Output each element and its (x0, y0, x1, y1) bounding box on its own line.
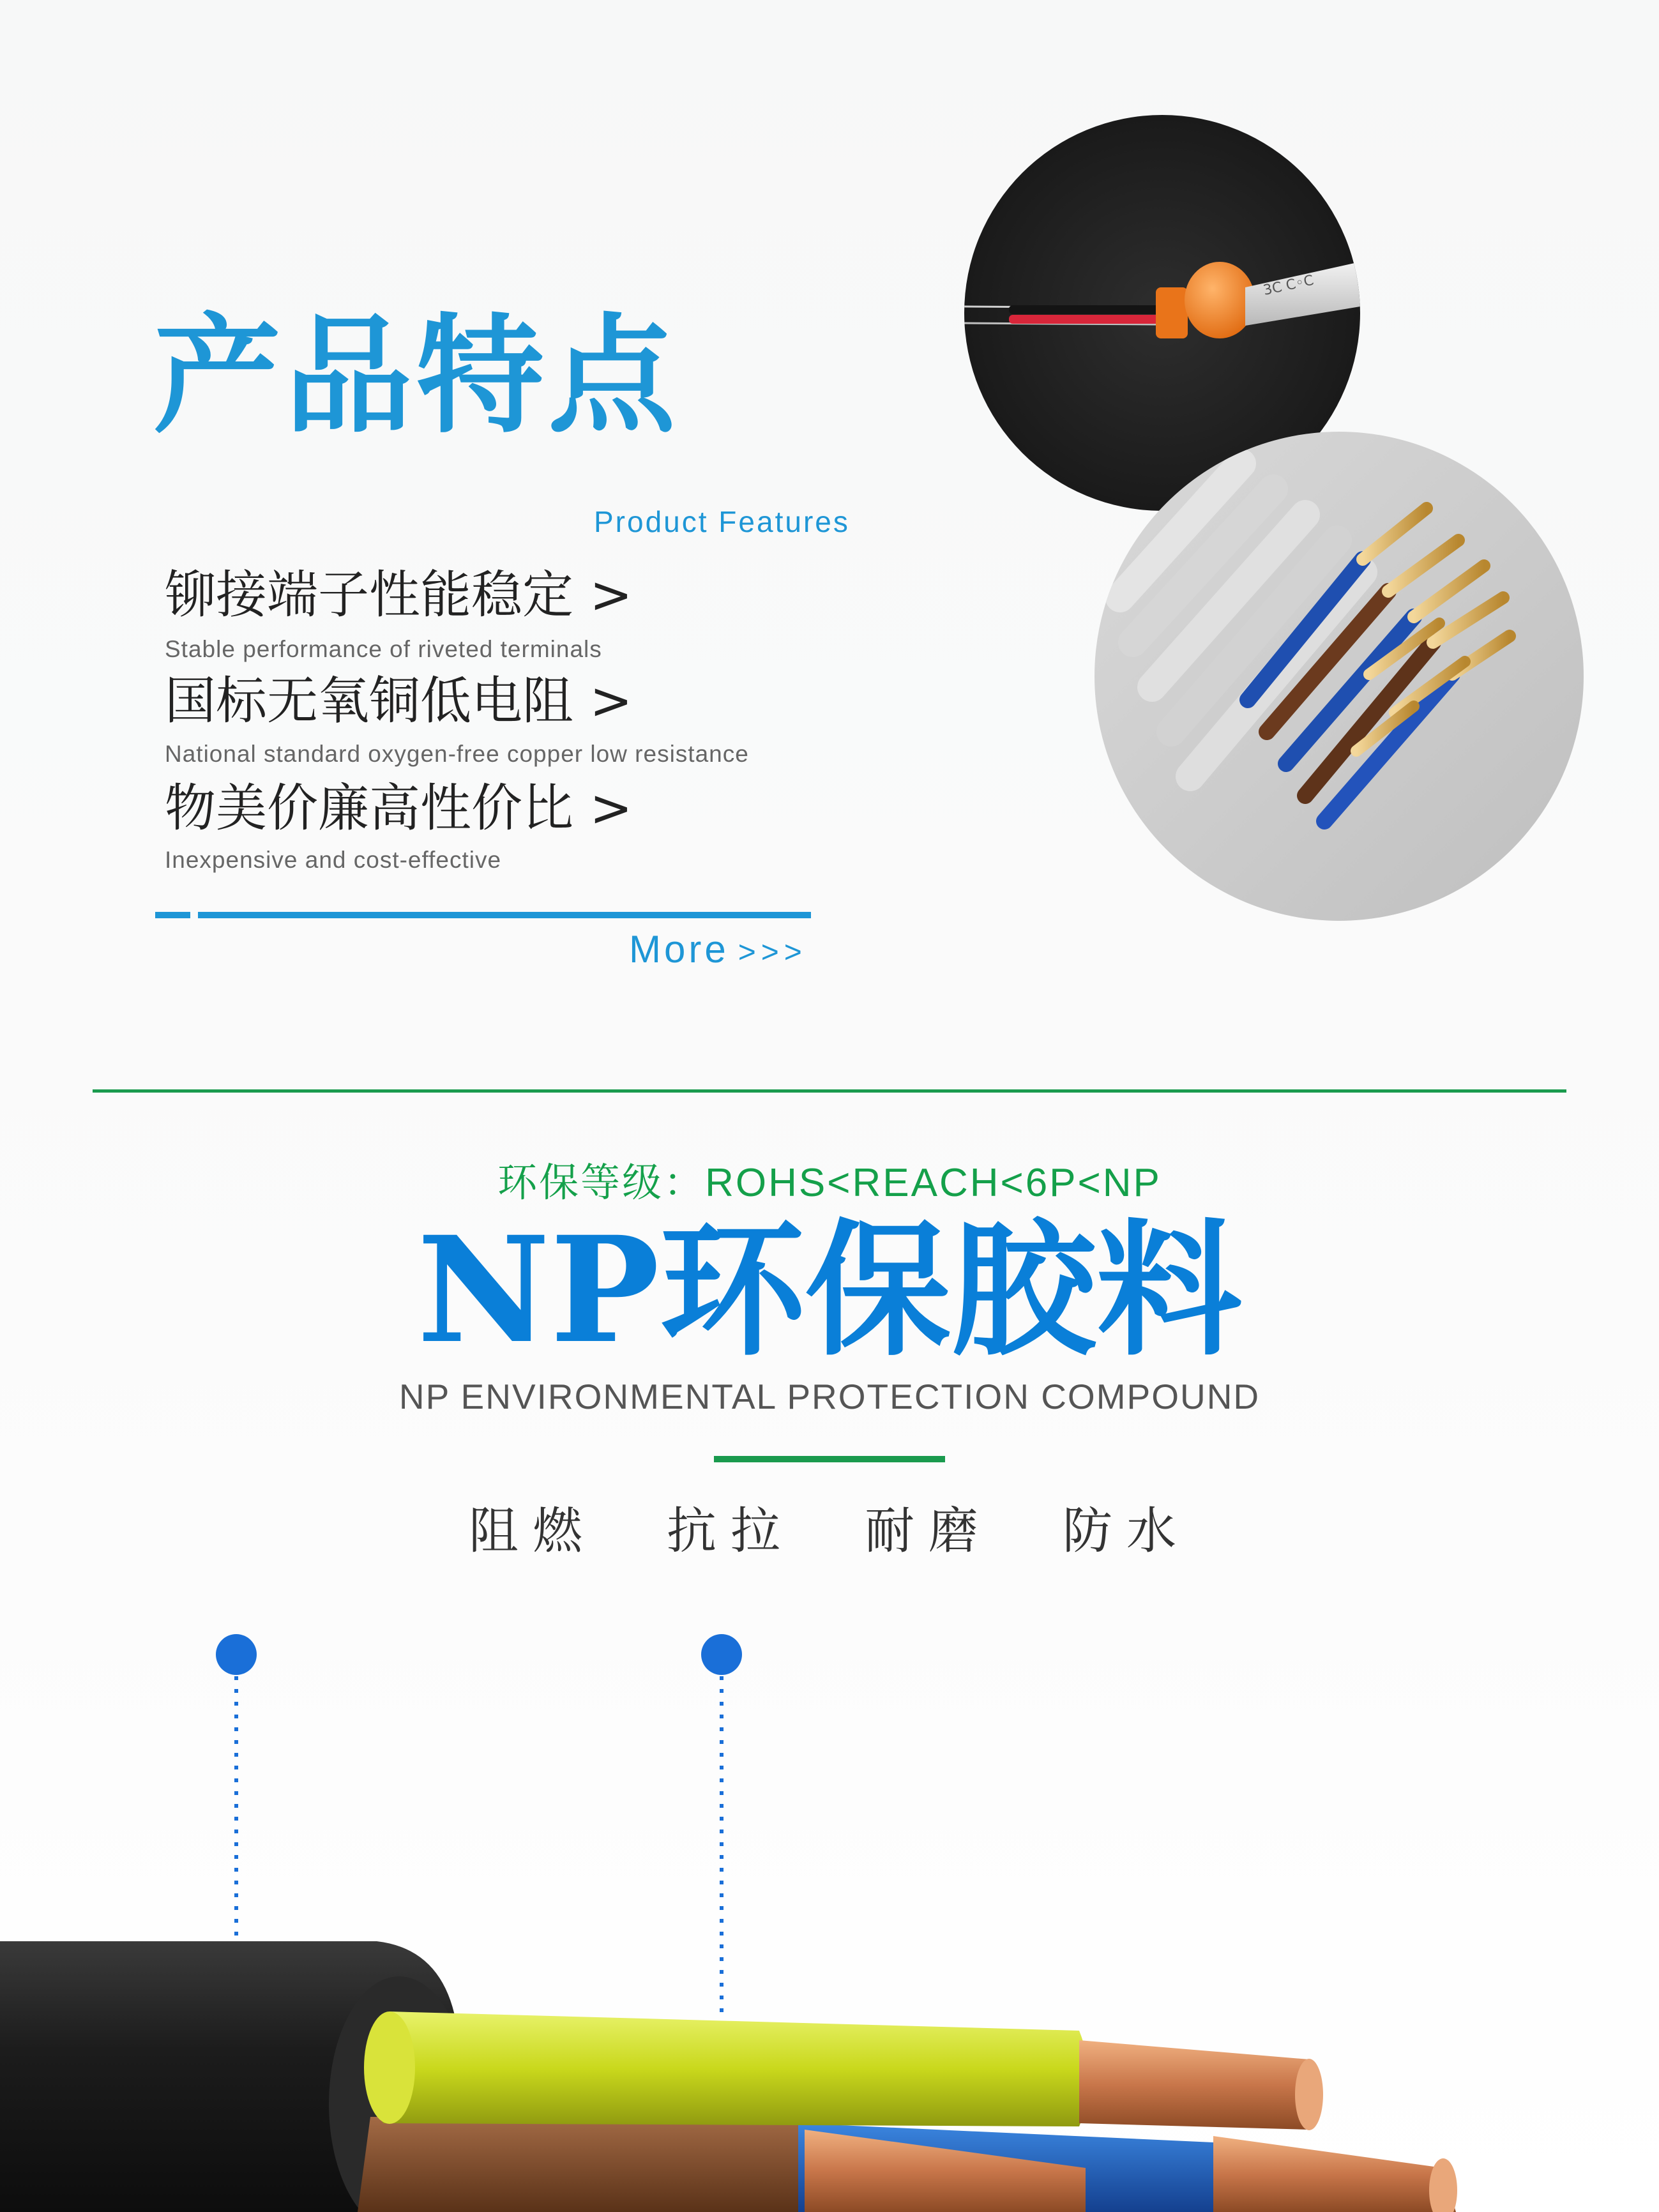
svg-text:3C C◦C: 3C C◦C (1262, 272, 1315, 299)
feature-1-desc: Stable performance of riveted terminals (165, 636, 602, 662)
material-title: NP环保胶料 (417, 1204, 1242, 1375)
property-waterproof: 防水 (1063, 1503, 1191, 1560)
cable-illustration (0, 1619, 1659, 2212)
property-abrasion: 耐磨 (865, 1503, 993, 1560)
material-title-en: NP ENVIRONMENTAL PROTECTION COMPOUND (398, 1377, 1261, 1416)
property-flame-retardant: 阻燃 (468, 1503, 596, 1560)
feature-2-title[interactable]: 国标无氧铜低电阻 > (165, 671, 633, 731)
feature-3-desc: Inexpensive and cost-effective (165, 847, 502, 873)
material-properties (0, 1491, 1659, 1563)
cable-bundle-photo (1095, 432, 1584, 921)
cable-cross-section (0, 1619, 1659, 2212)
section-divider (93, 1089, 1566, 1093)
title-underline (714, 1456, 945, 1462)
property-tensile: 抗拉 (666, 1503, 794, 1560)
more-link[interactable] (629, 927, 807, 971)
eco-grade-label: 环保等级：ROHS<REACH<6P<NP (497, 1161, 1162, 1205)
callout-dot-icon (701, 1634, 742, 1675)
divider-bar-short (155, 912, 190, 918)
feature-1-title[interactable]: 铆接端子性能稳定 > (165, 565, 633, 625)
cable-bundle-illustration (1095, 432, 1584, 921)
features-title: 产品特点 (153, 302, 680, 451)
divider-bar-long (198, 912, 811, 918)
features-subtitle: Product Features (594, 505, 850, 538)
more-arrows: >>> (738, 936, 807, 969)
feature-3-title[interactable]: 物美价廉高性价比 > (165, 778, 633, 838)
feature-2-desc: National standard oxygen-free copper low resistance (165, 741, 749, 767)
more-label: More (629, 928, 729, 971)
callout-dot-icon (216, 1634, 257, 1675)
